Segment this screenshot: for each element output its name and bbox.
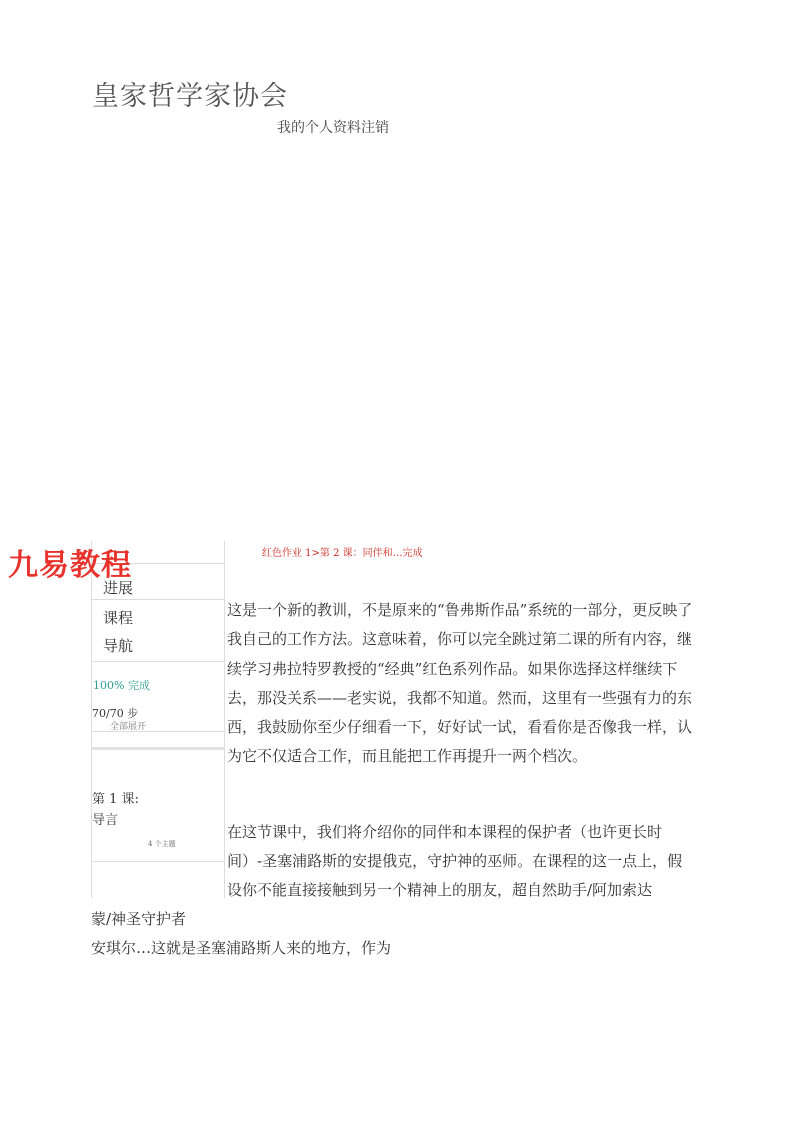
lesson-label[interactable]: 第 1 课: <box>92 792 139 807</box>
progress-steps: 70/70 步 <box>92 707 139 720</box>
tab-navigation[interactable]: 导航 <box>103 637 134 655</box>
content-paragraph: 这是一个新的教训，不是原来的“鲁弗斯作品”系统的一部分，更反映了我自己的工作方法。这意味着，你可以完全跳过第二课的所有内容，继续学习弗拉特罗教授的“经典”红色系列作品。如果你选择这样继续下去，那没关系——老实说，我都不知道。然而，这里有一些强有力的东西，我鼓励你至少仔细看一下，好好试一试，看看你是否像我一样，认为它不仅适合工作，而且能把工作再提升一两个档次。 <box>227 601 693 766</box>
expand-all-link[interactable]: 全部展开 <box>110 722 147 732</box>
sidebar-divider <box>92 661 224 662</box>
account-links <box>277 117 389 137</box>
content-paragraph: 在这节课中，我们将介绍你的同伴和本课程的保护者（也许更长时间）-圣塞浦路斯的安提俄克，守护神的巫师。在课程的这一点上，假设你不能直接接触到另一个精神上的朋友，超自然助手/阿加索达 <box>227 823 683 899</box>
content-paragraph-continued <box>91 905 691 963</box>
lesson-topic-count: 4 个主题 <box>148 840 176 848</box>
tab-course[interactable]: 课程 <box>103 609 134 627</box>
sidebar-divider <box>92 599 224 600</box>
breadcrumb[interactable]: 红色作业 1>第 2 课：同伴和…完成 <box>262 548 423 559</box>
logout-link[interactable]: 注销 <box>361 120 389 136</box>
sidebar-divider <box>92 747 224 750</box>
lesson-name[interactable]: 导言 <box>92 813 119 828</box>
content-line: 安琪尔…这就是圣塞浦路斯人来的地方，作为 <box>91 939 392 957</box>
site-title: 皇家哲学家协会 <box>92 81 288 112</box>
progress-percent: 100% 完成 <box>93 679 150 692</box>
sidebar-divider <box>92 861 224 862</box>
sidebar-divider <box>92 731 224 732</box>
watermark-logo: 九易教程 <box>8 548 132 583</box>
content-line: 蒙/神圣守护者 <box>91 910 187 928</box>
tab-progress[interactable]: 进展 <box>103 579 134 597</box>
course-sidebar <box>91 541 225 898</box>
my-profile-link[interactable]: 我的个人资料 <box>277 120 361 136</box>
